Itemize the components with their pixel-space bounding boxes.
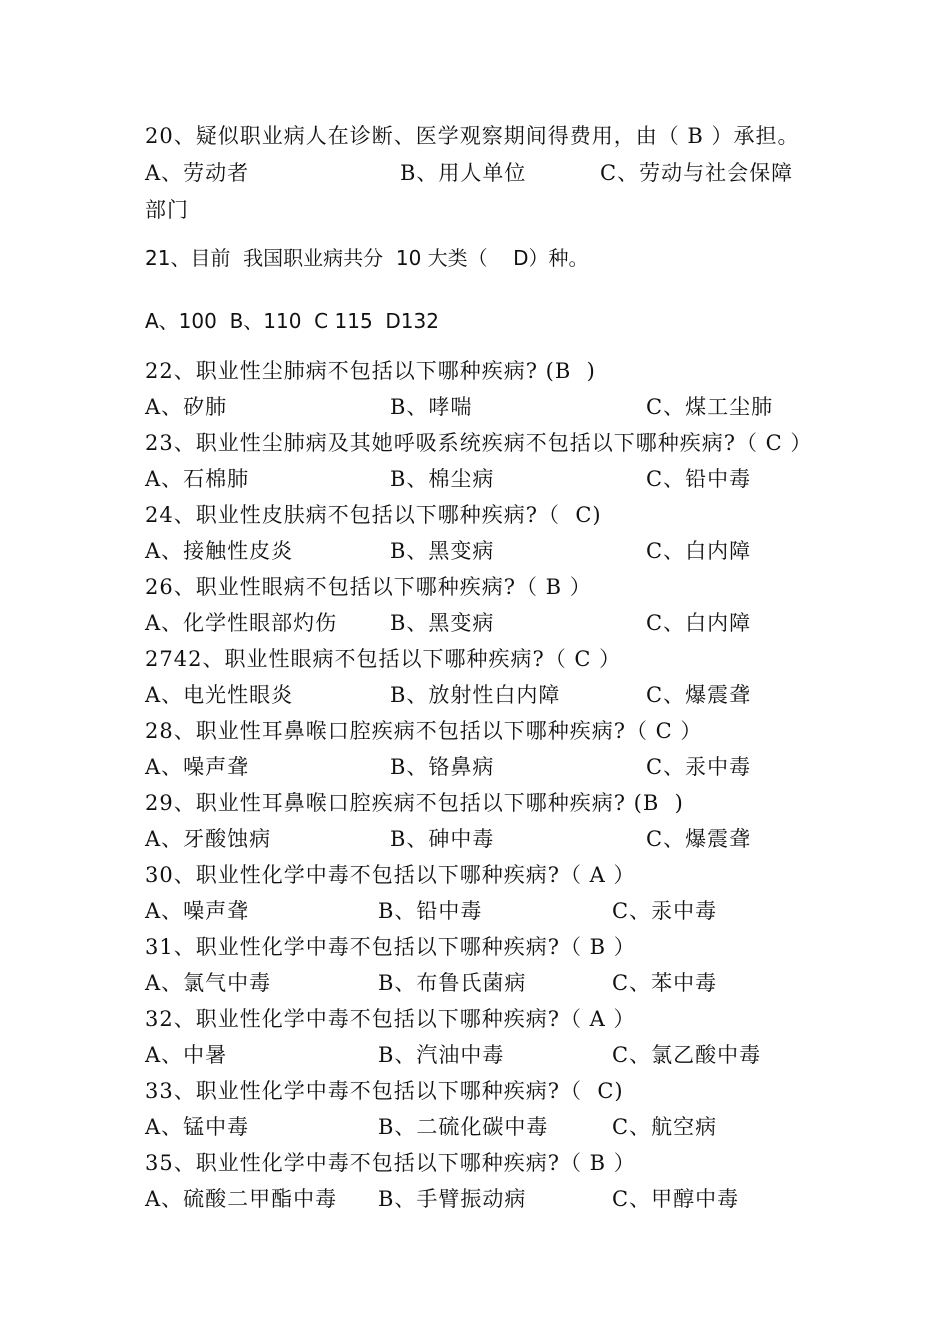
option-c: C、劳动与社会保障 [600,161,794,185]
option-c: C、爆震聋 [646,683,752,707]
question-text: 30、职业性化学中毒不包括以下哪种疾病?（ A ） [145,863,636,887]
question-text: 24、职业性皮肤病不包括以下哪种疾病?（ C) [145,503,602,527]
option-c: C、航空病 [612,1115,718,1139]
option-a: A、牙酸蚀病 [145,827,272,851]
question-20: 20、疑似职业病人在诊断、医学观察期间得费用，由（ B ）承担。 [145,124,800,148]
option-c: C、白内障 [646,611,752,635]
question-text: 33、职业性化学中毒不包括以下哪种疾病?（ C) [145,1079,624,1103]
question-text: 26、职业性眼病不包括以下哪种疾病?（ B ） [145,575,592,599]
option-c-continued: 部门 [145,198,189,222]
option-c: C、爆震聋 [646,827,752,851]
option-a: A、接触性皮炎 [145,539,294,563]
question-text: 2742、职业性眼病不包括以下哪种疾病?（ C ） [145,647,622,671]
option-b: B、手臂振动病 [378,1187,527,1211]
option-b: B、铅中毒 [378,899,483,923]
question-text: 22、职业性尘肺病不包括以下哪种疾病? (B ) [145,359,596,383]
option-b: B、哮喘 [390,395,473,419]
option-b: B、铬鼻病 [390,755,495,779]
option-c: C、铅中毒 [646,467,752,491]
question-text: 35、职业性化学中毒不包括以下哪种疾病?（ B ） [145,1151,636,1175]
question-text: 31、职业性化学中毒不包括以下哪种疾病?（ B ） [145,935,636,959]
option-a: A、石棉肺 [145,467,250,491]
option-b: B、汽油中毒 [378,1043,505,1067]
question-21-options: A、100 B、110 C 115 D132 [145,309,439,333]
option-a: A、硫酸二甲酯中毒 [145,1187,338,1211]
option-c: C、汞中毒 [612,899,718,923]
question-text: 28、职业性耳鼻喉口腔疾病不包括以下哪种疾病?（ C ） [145,719,703,743]
option-a: A、噪声聋 [145,755,250,779]
question-21: 21、目前 我国职业病共分 10 大类（ D）种。 [145,246,589,270]
option-c: C、汞中毒 [646,755,752,779]
question-text: 23、职业性尘肺病及其她呼吸系统疾病不包括以下哪种疾病?（ C ） [145,431,813,455]
option-a: A、化学性眼部灼伤 [145,611,338,635]
question-text: 32、职业性化学中毒不包括以下哪种疾病?（ A ） [145,1007,636,1031]
question-text: 29、职业性耳鼻喉口腔疾病不包括以下哪种疾病? (B ) [145,791,684,815]
option-b: B、棉尘病 [390,467,495,491]
option-c: C、白内障 [646,539,752,563]
option-b: B、二硫化碳中毒 [378,1115,549,1139]
option-a: A、劳动者 [145,161,250,185]
option-a: A、中暑 [145,1043,228,1067]
option-a: A、噪声聋 [145,899,250,923]
option-a: A、矽肺 [145,395,228,419]
option-a: A、电光性眼炎 [145,683,294,707]
option-c: C、甲醇中毒 [612,1187,740,1211]
option-c: C、煤工尘肺 [646,395,774,419]
option-a: A、氯气中毒 [145,971,272,995]
option-b: B、用人单位 [400,161,527,185]
option-b: B、布鲁氏菌病 [378,971,527,995]
option-b: B、砷中毒 [390,827,495,851]
option-a: A、锰中毒 [145,1115,250,1139]
option-b: B、黑变病 [390,539,495,563]
option-b: B、黑变病 [390,611,495,635]
option-c: C、苯中毒 [612,971,718,995]
option-c: C、氯乙酸中毒 [612,1043,762,1067]
option-b: B、放射性白内障 [390,683,561,707]
